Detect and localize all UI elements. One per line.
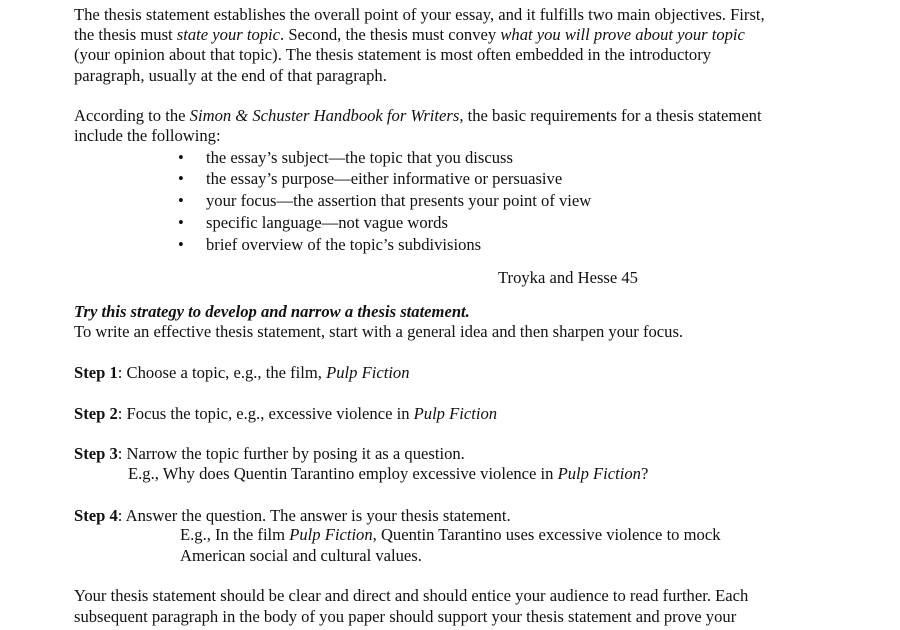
handbook-title: Simon & Schuster Handbook for Writers (189, 106, 460, 125)
step-3-example (128, 464, 648, 484)
intro-line-1 (74, 5, 765, 25)
bullet-text: specific language—not vague words (206, 213, 448, 232)
intro-emphasis: state your topic (176, 25, 281, 44)
bullet-text: brief overview of the topic’s subdivisions (206, 235, 482, 254)
intro-text: The thesis statement establishes the overall point of your essay, and it fulfills two main objectives. First, (74, 5, 765, 24)
step-4 (74, 506, 511, 526)
requirements-text: , the basic requirements for a thesis statement (459, 106, 762, 125)
step-label: Step 2 (74, 404, 118, 423)
strategy-heading (74, 302, 470, 322)
strategy-intro-text: To write an effective thesis statement, start with a general idea and then sharpen your focus. (74, 322, 684, 341)
step-label: Step 1 (74, 363, 118, 382)
bullet-icon: • (178, 213, 184, 232)
requirements-text: According to the (74, 106, 190, 125)
bullet-item (178, 169, 562, 189)
bullet-item (178, 235, 481, 255)
bullet-icon: • (178, 191, 184, 210)
step-3 (74, 444, 465, 464)
step-label: Step 3 (74, 444, 118, 463)
requirements-line-1 (74, 106, 762, 126)
closing-line-2 (74, 607, 736, 627)
bullet-text: the essay’s purpose—either informative or persuasive (206, 169, 563, 188)
citation-text: Troyka and Hesse 45 (498, 268, 638, 287)
step-label: Step 4 (74, 506, 118, 525)
closing-text: subsequent paragraph in the body of you paper should support your thesis statement and prove your (74, 607, 737, 626)
intro-text: . Second, the thesis must convey (280, 25, 501, 44)
step-4-example-line-1 (180, 525, 720, 545)
bullet-text: your focus—the assertion that presents your point of view (206, 191, 592, 210)
bullet-item (178, 148, 513, 168)
bullet-icon: • (178, 235, 184, 254)
step-text: : Choose a topic, e.g., the film, (117, 363, 327, 382)
film-title: Pulp Fiction (289, 525, 373, 544)
closing-text: Your thesis statement should be clear and direct and should entice your audience to read further. Each (74, 586, 749, 605)
intro-text: paragraph, usually at the end of that paragraph. (74, 66, 387, 85)
intro-line-3 (74, 45, 711, 65)
citation (498, 268, 638, 288)
bullet-icon: • (178, 148, 184, 167)
example-text: , Quentin Tarantino uses excessive violence to mock (372, 525, 721, 544)
bullet-text: the essay’s subject—the topic that you discuss (206, 148, 513, 167)
step-text: : Focus the topic, e.g., excessive violence in (117, 404, 414, 423)
example-text: E.g., Why does Quentin Tarantino employ excessive violence in (128, 464, 558, 483)
step-text: : Answer the question. The answer is your thesis statement. (117, 506, 511, 525)
example-text: American social and cultural values. (180, 546, 422, 565)
strategy-heading-text: Try this strategy to develop and narrow a thesis statement. (74, 302, 470, 321)
intro-text: the thesis must (74, 25, 177, 44)
film-title: Pulp Fiction (326, 363, 410, 382)
step-1 (74, 363, 410, 383)
intro-emphasis: what you will prove about your topic (500, 25, 745, 44)
intro-text: (your opinion about that topic). The thesis statement is most often embedded in the introductory (74, 45, 712, 64)
strategy-intro (74, 322, 683, 342)
intro-line-4 (74, 66, 387, 86)
step-2 (74, 404, 497, 424)
step-4-example-line-2 (180, 546, 422, 566)
bullet-icon: • (178, 169, 184, 188)
example-text: E.g., In the film (180, 525, 290, 544)
intro-line-2 (74, 25, 745, 45)
requirements-line-2 (74, 126, 221, 146)
example-text: ? (640, 464, 649, 483)
closing-line-1 (74, 586, 748, 606)
bullet-item (178, 191, 591, 211)
film-title: Pulp Fiction (557, 464, 641, 483)
film-title: Pulp Fiction (413, 404, 498, 423)
requirements-text: include the following: (74, 126, 221, 145)
bullet-item (178, 213, 448, 233)
step-text: : Narrow the topic further by posing it as a question. (117, 444, 465, 463)
